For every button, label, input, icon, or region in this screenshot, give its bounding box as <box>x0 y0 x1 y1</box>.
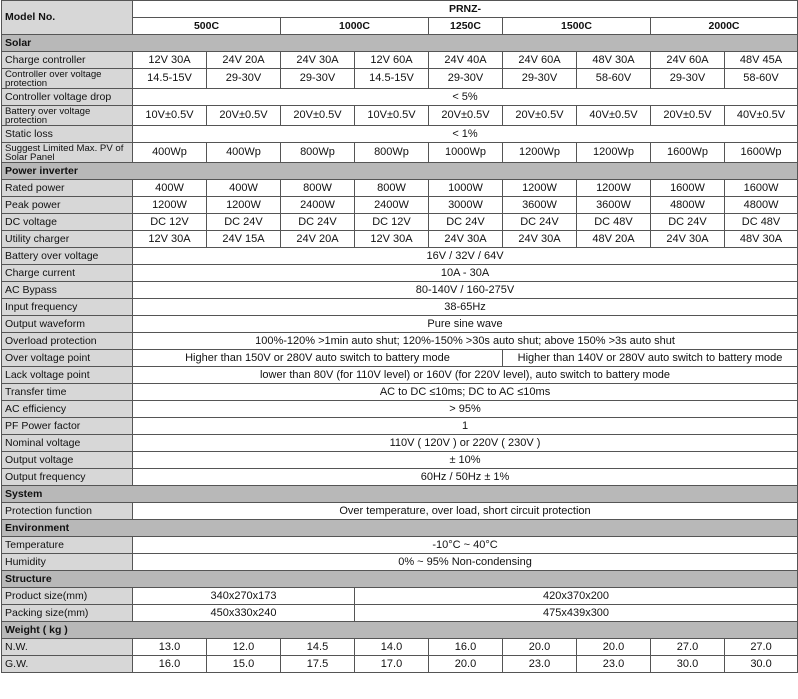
battery-ovp-value: 20V±0.5V <box>651 106 725 126</box>
utility-charger-value: 24V 30A <box>429 231 503 248</box>
net-weight-value: 20.0 <box>503 639 577 656</box>
input-frequency-label: Input frequency <box>2 299 133 316</box>
packing-size-value-b: 475x439x300 <box>355 605 798 622</box>
utility-charger-value: 24V 30A <box>503 231 577 248</box>
overload-protection-label: Overload protection <box>2 333 133 350</box>
suggest-pv-value: 800Wp <box>281 143 355 163</box>
static-loss-value: < 1% <box>133 126 798 143</box>
charge-controller-value: 24V 40A <box>429 52 503 69</box>
spec-table <box>1 0 798 673</box>
battery-ovp-value: 20V±0.5V <box>429 106 503 126</box>
suggest-pv-value: 1600Wp <box>725 143 798 163</box>
over-voltage-point-value-b: Higher than 140V or 280V auto switch to battery mode <box>503 350 798 367</box>
header-row-series <box>2 1 798 18</box>
net-weight-value: 13.0 <box>133 639 207 656</box>
peak-power-label: Peak power <box>2 197 133 214</box>
output-frequency-row <box>2 469 798 486</box>
packing-size-value-a: 450x330x240 <box>133 605 355 622</box>
structure-section-row <box>2 571 798 588</box>
rated-power-value: 800W <box>355 180 429 197</box>
series-name: PRNZ- <box>133 1 798 18</box>
nominal-voltage-row <box>2 435 798 452</box>
solar-section-row <box>2 35 798 52</box>
net-weight-value: 12.0 <box>207 639 281 656</box>
net-weight-value: 27.0 <box>725 639 798 656</box>
controller-ovp-value: 29-30V <box>207 69 281 89</box>
suggest-pv-row <box>2 143 798 163</box>
output-frequency-label: Output frequency <box>2 469 133 486</box>
battery-ovp-value: 40V±0.5V <box>725 106 798 126</box>
output-waveform-value: Pure sine wave <box>133 316 798 333</box>
charge-current-value: 10A - 30A <box>133 265 798 282</box>
model-1000c: 1000C <box>281 18 429 35</box>
structure-section-title: Structure <box>2 571 798 588</box>
dc-voltage-label: DC voltage <box>2 214 133 231</box>
battery-ovp-value: 10V±0.5V <box>355 106 429 126</box>
rated-power-value: 400W <box>207 180 281 197</box>
output-waveform-row <box>2 316 798 333</box>
rated-power-value: 1600W <box>651 180 725 197</box>
utility-charger-row <box>2 231 798 248</box>
peak-power-value: 3000W <box>429 197 503 214</box>
dc-voltage-value: DC 12V <box>133 214 207 231</box>
protection-function-row <box>2 503 798 520</box>
model-500c: 500C <box>133 18 281 35</box>
net-weight-value: 14.5 <box>281 639 355 656</box>
packing-size-label: Packing size(mm) <box>2 605 133 622</box>
dc-voltage-value: DC 48V <box>577 214 651 231</box>
input-frequency-row <box>2 299 798 316</box>
gross-weight-value: 17.0 <box>355 656 429 673</box>
protection-function-label: Protection function <box>2 503 133 520</box>
dc-voltage-value: DC 24V <box>651 214 725 231</box>
static-loss-label: Static loss <box>2 126 133 143</box>
ac-efficiency-label: AC efficiency <box>2 401 133 418</box>
ac-bypass-value: 80-140V / 160-275V <box>133 282 798 299</box>
ac-efficiency-row <box>2 401 798 418</box>
product-size-value-a: 340x270x173 <box>133 588 355 605</box>
dc-voltage-value: DC 48V <box>725 214 798 231</box>
peak-power-row <box>2 197 798 214</box>
power-inverter-section-row <box>2 163 798 180</box>
output-frequency-value: 60Hz / 50Hz ± 1% <box>133 469 798 486</box>
environment-section-title: Environment <box>2 520 798 537</box>
humidity-row <box>2 554 798 571</box>
dc-voltage-value: DC 24V <box>281 214 355 231</box>
suggest-pv-value: 1200Wp <box>503 143 577 163</box>
controller-ovp-value: 29-30V <box>429 69 503 89</box>
model-1250c: 1250C <box>429 18 503 35</box>
utility-charger-value: 24V 15A <box>207 231 281 248</box>
suggest-pv-value: 1000Wp <box>429 143 503 163</box>
rated-power-value: 1200W <box>503 180 577 197</box>
gross-weight-value: 17.5 <box>281 656 355 673</box>
utility-charger-value: 12V 30A <box>133 231 207 248</box>
rated-power-label: Rated power <box>2 180 133 197</box>
net-weight-value: 14.0 <box>355 639 429 656</box>
product-size-value-b: 420x370x200 <box>355 588 798 605</box>
rated-power-value: 1600W <box>725 180 798 197</box>
overload-protection-value: 100%-120% >1min auto shut; 120%-150% >30s auto shut; above 150% >3s auto shut <box>133 333 798 350</box>
gross-weight-value: 23.0 <box>503 656 577 673</box>
utility-charger-value: 24V 30A <box>651 231 725 248</box>
pf-power-factor-value: 1 <box>133 418 798 435</box>
over-voltage-point-row <box>2 350 798 367</box>
ac-bypass-row <box>2 282 798 299</box>
rated-power-value: 1200W <box>577 180 651 197</box>
system-section-row <box>2 486 798 503</box>
nominal-voltage-label: Nominal voltage <box>2 435 133 452</box>
battery-ovp-value: 20V±0.5V <box>207 106 281 126</box>
temperature-label: Temperature <box>2 537 133 554</box>
peak-power-value: 2400W <box>355 197 429 214</box>
charge-controller-value: 48V 30A <box>577 52 651 69</box>
over-voltage-point-value-a: Higher than 150V or 280V auto switch to battery mode <box>133 350 503 367</box>
battery-over-voltage-row <box>2 248 798 265</box>
gross-weight-value: 20.0 <box>429 656 503 673</box>
net-weight-value: 16.0 <box>429 639 503 656</box>
ac-efficiency-value: > 95% <box>133 401 798 418</box>
overload-protection-row <box>2 333 798 350</box>
suggest-pv-label: Suggest Limited Max. PV of Solar Panel <box>2 143 133 163</box>
charge-controller-value: 48V 45A <box>725 52 798 69</box>
rated-power-value: 800W <box>281 180 355 197</box>
utility-charger-value: 48V 20A <box>577 231 651 248</box>
dc-voltage-value: DC 24V <box>429 214 503 231</box>
model-1500c: 1500C <box>503 18 651 35</box>
temperature-row <box>2 537 798 554</box>
humidity-label: Humidity <box>2 554 133 571</box>
weight-section-row <box>2 622 798 639</box>
lack-voltage-point-label: Lack voltage point <box>2 367 133 384</box>
utility-charger-value: 24V 20A <box>281 231 355 248</box>
dc-voltage-row <box>2 214 798 231</box>
battery-ovp-value: 40V±0.5V <box>577 106 651 126</box>
suggest-pv-value: 400Wp <box>207 143 281 163</box>
controller-ovp-value: 29-30V <box>651 69 725 89</box>
charge-controller-value: 24V 60A <box>651 52 725 69</box>
lack-voltage-point-value: lower than 80V (for 110V level) or 160V (for 220V level), auto switch to battery mode <box>133 367 798 384</box>
gross-weight-row <box>2 656 798 673</box>
net-weight-value: 27.0 <box>651 639 725 656</box>
dc-voltage-value: DC 12V <box>355 214 429 231</box>
peak-power-value: 1200W <box>207 197 281 214</box>
output-voltage-row <box>2 452 798 469</box>
product-size-row <box>2 588 798 605</box>
charge-controller-value: 24V 60A <box>503 52 577 69</box>
utility-charger-value: 12V 30A <box>355 231 429 248</box>
solar-section-title: Solar <box>2 35 798 52</box>
input-frequency-value: 38-65Hz <box>133 299 798 316</box>
gross-weight-value: 30.0 <box>651 656 725 673</box>
controller-ovp-row <box>2 69 798 89</box>
controller-voltage-drop-label: Controller voltage drop <box>2 89 133 106</box>
nominal-voltage-value: 110V ( 120V ) or 220V ( 230V ) <box>133 435 798 452</box>
transfer-time-row <box>2 384 798 401</box>
charge-controller-value: 24V 30A <box>281 52 355 69</box>
controller-ovp-label: Controller over voltage protection <box>2 69 133 89</box>
gross-weight-value: 23.0 <box>577 656 651 673</box>
battery-ovp-label: Battery over voltage protection <box>2 106 133 126</box>
utility-charger-label: Utility charger <box>2 231 133 248</box>
spec-table-body <box>2 1 798 673</box>
humidity-value: 0% ~ 95% Non-condensing <box>133 554 798 571</box>
rated-power-value: 1000W <box>429 180 503 197</box>
controller-ovp-value: 14.5-15V <box>355 69 429 89</box>
transfer-time-value: AC to DC ≤10ms; DC to AC ≤10ms <box>133 384 798 401</box>
peak-power-value: 4800W <box>725 197 798 214</box>
pf-power-factor-label: PF Power factor <box>2 418 133 435</box>
battery-over-voltage-label: Battery over voltage <box>2 248 133 265</box>
charge-controller-value: 12V 30A <box>133 52 207 69</box>
suggest-pv-value: 1200Wp <box>577 143 651 163</box>
controller-ovp-value: 14.5-15V <box>133 69 207 89</box>
static-loss-row <box>2 126 798 143</box>
gross-weight-value: 16.0 <box>133 656 207 673</box>
gross-weight-value: 30.0 <box>725 656 798 673</box>
pf-power-factor-row <box>2 418 798 435</box>
utility-charger-value: 48V 30A <box>725 231 798 248</box>
output-voltage-label: Output voltage <box>2 452 133 469</box>
protection-function-value: Over temperature, over load, short circuit protection <box>133 503 798 520</box>
output-waveform-label: Output waveform <box>2 316 133 333</box>
environment-section-row <box>2 520 798 537</box>
over-voltage-point-label: Over voltage point <box>2 350 133 367</box>
battery-ovp-value: 20V±0.5V <box>503 106 577 126</box>
battery-ovp-value: 20V±0.5V <box>281 106 355 126</box>
ac-bypass-label: AC Bypass <box>2 282 133 299</box>
charge-controller-label: Charge controller <box>2 52 133 69</box>
charge-controller-row <box>2 52 798 69</box>
net-weight-label: N.W. <box>2 639 133 656</box>
charge-current-label: Charge current <box>2 265 133 282</box>
model-2000c: 2000C <box>651 18 798 35</box>
gross-weight-label: G.W. <box>2 656 133 673</box>
dc-voltage-value: DC 24V <box>207 214 281 231</box>
peak-power-value: 3600W <box>503 197 577 214</box>
battery-over-voltage-value: 16V / 32V / 64V <box>133 248 798 265</box>
suggest-pv-value: 400Wp <box>133 143 207 163</box>
charge-current-row <box>2 265 798 282</box>
controller-ovp-value: 58-60V <box>725 69 798 89</box>
peak-power-value: 3600W <box>577 197 651 214</box>
peak-power-value: 4800W <box>651 197 725 214</box>
controller-voltage-drop-row <box>2 89 798 106</box>
transfer-time-label: Transfer time <box>2 384 133 401</box>
power-inverter-section-title: Power inverter <box>2 163 798 180</box>
controller-voltage-drop-value: < 5% <box>133 89 798 106</box>
net-weight-value: 20.0 <box>577 639 651 656</box>
weight-section-title: Weight ( kg ) <box>2 622 798 639</box>
controller-ovp-value: 58-60V <box>577 69 651 89</box>
rated-power-row <box>2 180 798 197</box>
output-voltage-value: ± 10% <box>133 452 798 469</box>
net-weight-row <box>2 639 798 656</box>
lack-voltage-point-row <box>2 367 798 384</box>
charge-controller-value: 24V 20A <box>207 52 281 69</box>
controller-ovp-value: 29-30V <box>503 69 577 89</box>
battery-ovp-value: 10V±0.5V <box>133 106 207 126</box>
packing-size-row <box>2 605 798 622</box>
temperature-value: -10°C ~ 40°C <box>133 537 798 554</box>
gross-weight-value: 15.0 <box>207 656 281 673</box>
system-section-title: System <box>2 486 798 503</box>
product-size-label: Product size(mm) <box>2 588 133 605</box>
dc-voltage-value: DC 24V <box>503 214 577 231</box>
model-no-label: Model No. <box>2 1 133 35</box>
rated-power-value: 400W <box>133 180 207 197</box>
suggest-pv-value: 800Wp <box>355 143 429 163</box>
controller-ovp-value: 29-30V <box>281 69 355 89</box>
peak-power-value: 1200W <box>133 197 207 214</box>
charge-controller-value: 12V 60A <box>355 52 429 69</box>
battery-ovp-row <box>2 106 798 126</box>
peak-power-value: 2400W <box>281 197 355 214</box>
suggest-pv-value: 1600Wp <box>651 143 725 163</box>
